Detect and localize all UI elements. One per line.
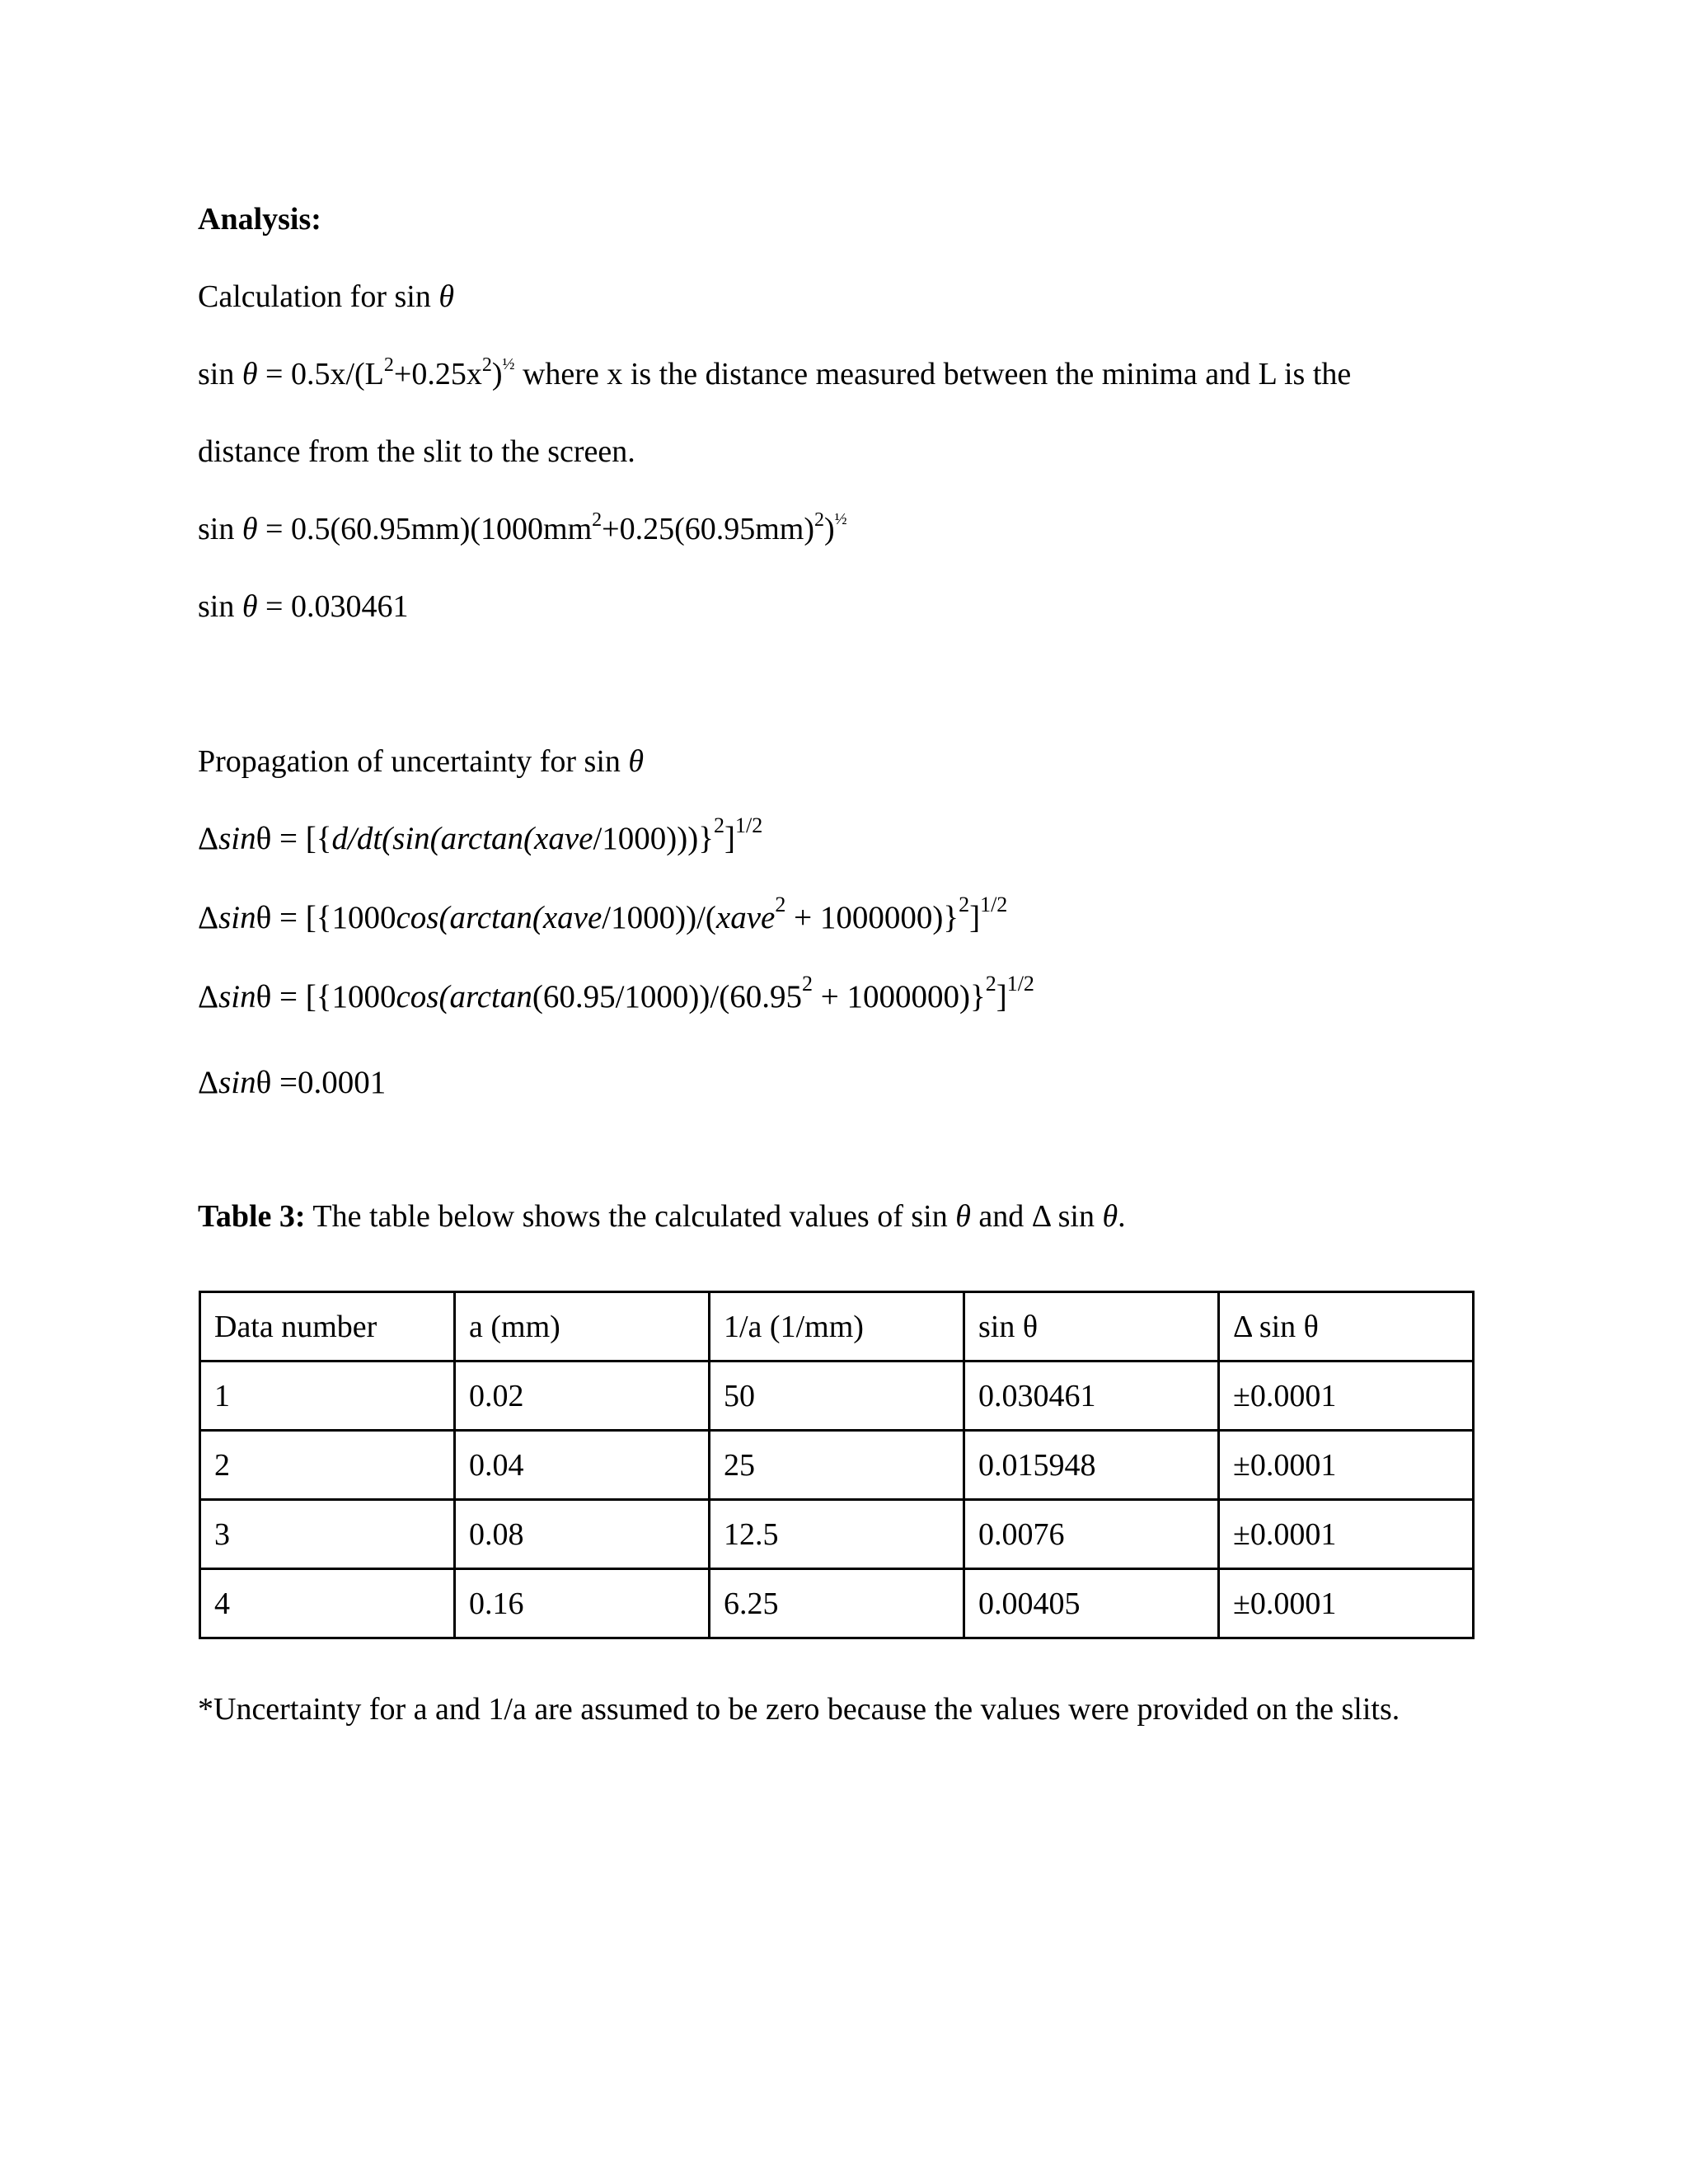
formula-lhs: sin	[198, 512, 242, 546]
superscript: 1/2	[980, 893, 1008, 916]
table-cell: 0.0076	[964, 1500, 1219, 1569]
formula-part: ]	[724, 821, 735, 856]
delta-symbol: Δ	[198, 1065, 219, 1100]
sin-function: sin	[218, 979, 256, 1015]
superscript: 1/2	[1006, 972, 1034, 996]
table-header-row	[200, 1292, 1474, 1361]
formula-part: = [{1000	[271, 900, 396, 935]
sin-result-line	[198, 587, 408, 626]
table-cell: 4	[200, 1569, 455, 1638]
table-cell: 3	[200, 1500, 455, 1569]
uncertainty-title-text: Propagation of uncertainty for sin	[198, 744, 629, 779]
table-cell: 12.5	[710, 1500, 964, 1569]
table-cell: 25	[710, 1431, 964, 1500]
formula-part: cos(arctan(xave	[396, 900, 603, 935]
theta-symbol: θ	[256, 821, 272, 856]
formula-part: /1000)))}	[593, 821, 714, 856]
uncertainty-value: =0.0001	[271, 1065, 387, 1100]
table-caption-text: .	[1118, 1199, 1126, 1234]
table-cell: 2	[200, 1431, 455, 1500]
formula-part: = 0.5x/(L	[257, 357, 384, 391]
header-cell: 1/a (1/mm)	[710, 1292, 964, 1361]
results-table	[199, 1291, 1475, 1639]
header-cell: a (mm)	[455, 1292, 710, 1361]
calc-sin-title	[198, 277, 454, 316]
formula-part: )	[491, 357, 503, 391]
table-cell: ±0.0001	[1219, 1500, 1474, 1569]
header-cell: Δ sin θ	[1219, 1292, 1474, 1361]
superscript: 1/2	[734, 813, 763, 837]
delta-symbol: Δ	[198, 900, 219, 935]
formula-part: ]	[969, 900, 981, 935]
theta-symbol: θ	[241, 589, 258, 624]
header-cell: sin θ	[964, 1292, 1219, 1361]
table-cell: 0.08	[455, 1500, 710, 1569]
uncertainty-eq-2	[198, 893, 1008, 938]
theta-symbol: θ	[256, 979, 272, 1015]
table-caption	[198, 1197, 1126, 1236]
uncertainty-eq-3	[198, 972, 1034, 1017]
formula-part: = 0.5(60.95mm)(1000mm	[257, 512, 593, 546]
formula-lhs: sin	[198, 357, 242, 391]
table-cell: 50	[710, 1361, 964, 1431]
delta-symbol: Δ	[198, 821, 219, 856]
formula-part: + 1000000)}	[785, 900, 959, 935]
theta-symbol: θ	[256, 1065, 272, 1100]
formula-lhs: sin	[198, 589, 242, 624]
table-cell: 0.02	[455, 1361, 710, 1431]
formula-part: xave	[715, 900, 776, 935]
table-cell: 0.00405	[964, 1569, 1219, 1638]
formula-part: (60.95/1000))/(60.95	[532, 979, 802, 1015]
theta-symbol: θ	[438, 279, 455, 314]
formula-part: +0.25x	[393, 357, 482, 391]
superscript: 2	[985, 972, 996, 996]
formula-part: /1000))/(	[602, 900, 716, 935]
formula-part: d/dt(sin(arctan(xave	[331, 821, 593, 856]
sin-result-value: = 0.030461	[257, 589, 409, 624]
formula-part: ]	[996, 979, 1007, 1015]
formula-line-1	[198, 354, 1351, 394]
superscript: 2	[959, 893, 970, 916]
formula-description: where x is the distance measured between the minima and L is the	[514, 357, 1352, 391]
superscript: 2	[775, 893, 786, 916]
table-row	[200, 1361, 1474, 1431]
superscript: ½	[502, 355, 515, 373]
table-cell: 0.015948	[964, 1431, 1219, 1500]
theta-symbol: θ	[955, 1199, 971, 1234]
superscript: ½	[834, 510, 847, 528]
table-caption-text: The table below shows the calculated values of sin	[305, 1199, 956, 1234]
superscript: 2	[801, 972, 813, 996]
formula-part: cos(arctan	[396, 979, 532, 1015]
table-cell: ±0.0001	[1219, 1361, 1474, 1431]
footnote: *Uncertainty for a and 1/a are assumed to be zero because the values were provided on the slits.	[198, 1692, 1400, 1727]
superscript: 2	[481, 354, 492, 376]
sin-function: sin	[218, 900, 256, 935]
superscript: 2	[592, 509, 603, 531]
header-cell: Data number	[200, 1292, 455, 1361]
table-cell: 0.04	[455, 1431, 710, 1500]
table-cell: ±0.0001	[1219, 1569, 1474, 1638]
calc-sin-title-text: Calculation for sin	[198, 279, 439, 314]
theta-symbol: θ	[241, 357, 258, 391]
formula-part: + 1000000)}	[812, 979, 986, 1015]
delta-symbol: Δ	[198, 979, 219, 1015]
superscript: 2	[713, 813, 724, 837]
section-heading: Analysis:	[198, 202, 321, 237]
table-row	[200, 1500, 1474, 1569]
uncertainty-title	[198, 742, 644, 781]
formula-line-2: distance from the slit to the screen.	[198, 434, 635, 469]
table-cell: 1	[200, 1361, 455, 1431]
uncertainty-eq-1	[198, 813, 763, 859]
sin-function: sin	[218, 1065, 256, 1100]
theta-symbol: θ	[241, 512, 258, 546]
theta-symbol: θ	[256, 900, 272, 935]
table-row	[200, 1431, 1474, 1500]
uncertainty-result	[198, 1063, 386, 1103]
table-cell: ±0.0001	[1219, 1431, 1474, 1500]
substitution-line	[198, 509, 847, 549]
table-cell: 0.16	[455, 1569, 710, 1638]
sin-function: sin	[218, 821, 256, 856]
superscript: 2	[814, 509, 825, 531]
formula-part: +0.25(60.95mm)	[602, 512, 815, 546]
superscript: 2	[383, 354, 394, 376]
formula-part: = [{1000	[271, 979, 396, 1015]
table-cell: 6.25	[710, 1569, 964, 1638]
table-row	[200, 1569, 1474, 1638]
theta-symbol: θ	[628, 744, 645, 779]
table-cell: 0.030461	[964, 1361, 1219, 1431]
table-caption-text: and Δ sin	[970, 1199, 1103, 1234]
formula-part: = [{	[271, 821, 332, 856]
formula-part: )	[824, 512, 835, 546]
theta-symbol: θ	[1102, 1199, 1118, 1234]
table-caption-label: Table 3:	[198, 1199, 306, 1234]
